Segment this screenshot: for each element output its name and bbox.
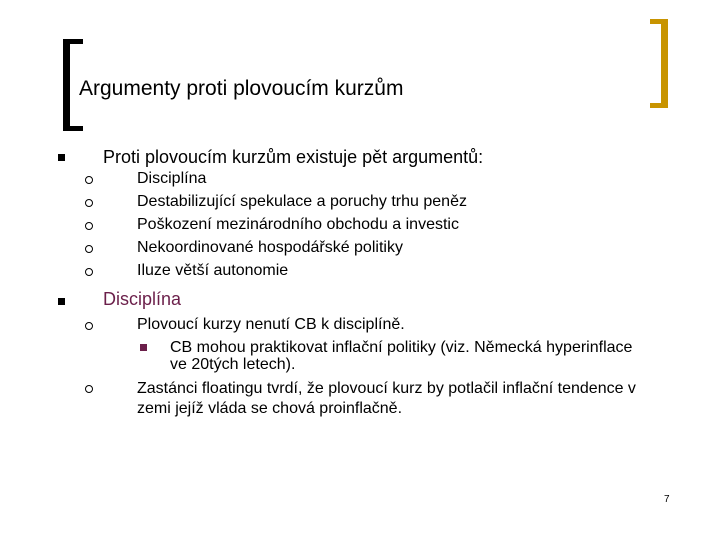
sub-bullet-line: zemi jejíž vláda se chová proinflačně. — [137, 400, 403, 417]
title-bracket-right-top — [650, 19, 668, 24]
ring-bullet-icon — [85, 385, 93, 393]
title-bracket-left-top — [63, 39, 83, 44]
title-bracket-right-bottom — [650, 103, 668, 108]
sub-sub-bullet-line: CB mohou praktikovat inflační politiky (viz. Německá hyperinflace — [170, 339, 633, 356]
ring-bullet-icon — [85, 322, 93, 330]
sub-bullet-text: Poškození mezinárodního obchodu a investic — [137, 216, 459, 233]
sub-sub-bullet-line: ve 20tých letech). — [170, 356, 296, 373]
ring-bullet-icon — [85, 199, 93, 207]
title-bracket-left-bottom — [63, 126, 83, 131]
title-bracket-left — [63, 39, 70, 131]
sub-bullet-text: Plovoucí kurzy nenutí CB k disciplíně. — [137, 316, 405, 333]
sub-bullet-line: Zastánci floatingu tvrdí, že plovoucí kurz by potlačil inflační tendence v — [137, 380, 636, 397]
sub-bullet-text: Destabilizující spekulace a poruchy trhu peněz — [137, 193, 467, 210]
ring-bullet-icon — [85, 176, 93, 184]
slide-title: Argumenty proti plovoucím kurzům — [79, 77, 404, 100]
page-number: 7 — [664, 494, 670, 505]
ring-bullet-icon — [85, 268, 93, 276]
sub-bullet-text: Nekoordinované hospodářské politiky — [137, 239, 403, 256]
square-bullet-icon — [58, 298, 65, 305]
bullet-text: Proti plovoucím kurzům existuje pět argumentů: — [103, 147, 484, 167]
ring-bullet-icon — [85, 245, 93, 253]
ring-bullet-icon — [85, 222, 93, 230]
sub-bullet-text: Iluze větší autonomie — [137, 262, 289, 279]
sub-bullet-text: Disciplína — [137, 170, 207, 187]
title-bracket-right — [661, 19, 668, 108]
square-bullet-icon — [58, 154, 65, 161]
square-bullet-icon — [140, 344, 147, 351]
bullet-text: Disciplína — [103, 289, 182, 309]
